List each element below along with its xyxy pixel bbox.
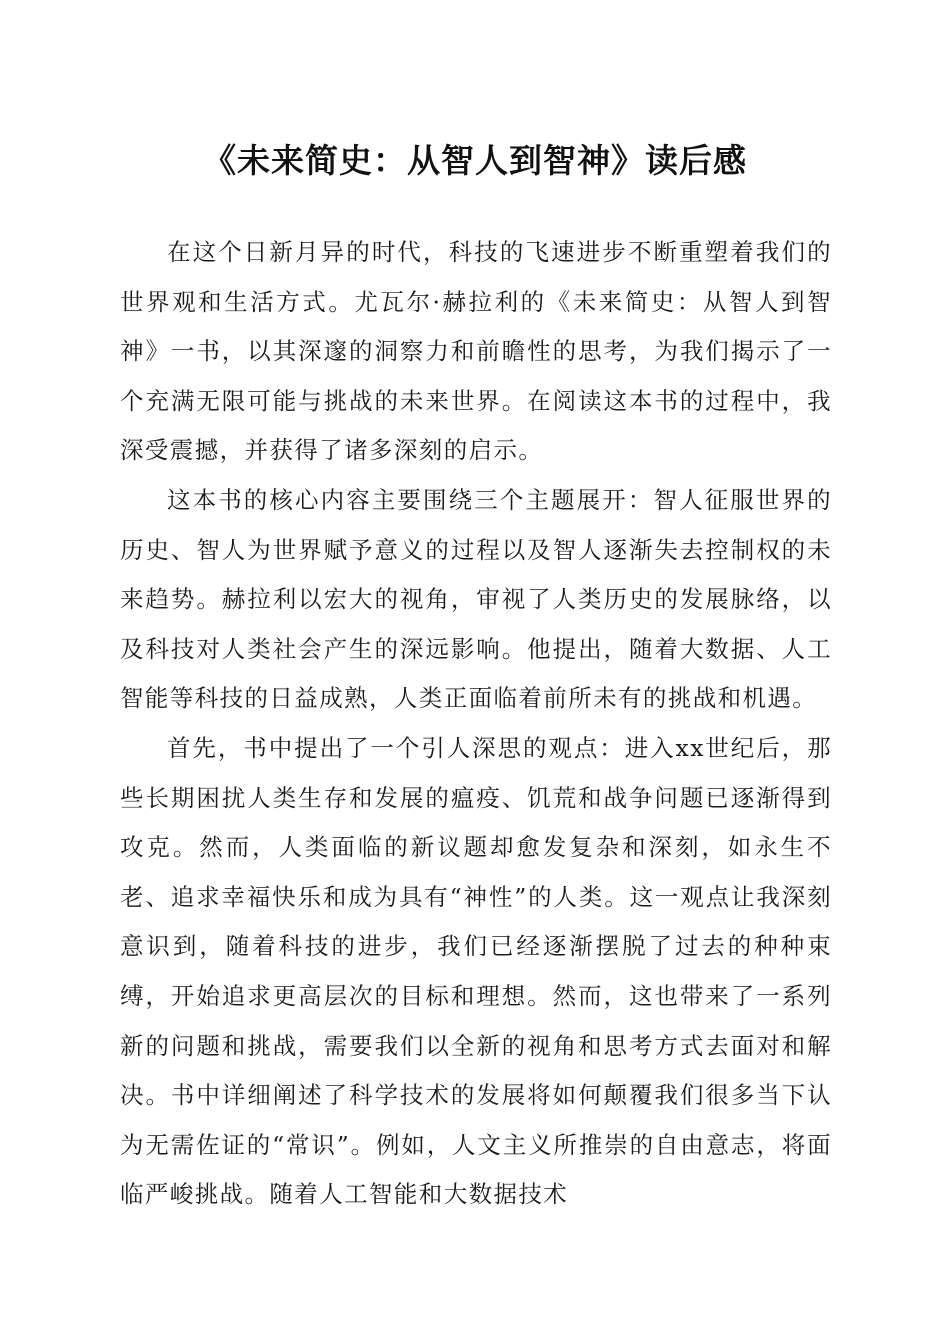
document-body bbox=[120, 228, 832, 1220]
document-title: 《未来简史：从智人到智神》读后感 bbox=[203, 141, 747, 180]
paragraph-3: 首先，书中提出了一个引人深思的观点：进入xx世纪后，那些长期困扰人类生存和发展的瘟疫、饥荒和战争问题已逐渐得到攻克。然而，人类面临的新议题却愈发复杂和深刻，如永生不老、追求幸福快乐和成为具有“神性”的人类。这一观点让我深刻意识到，随着科技的进步，我们已经逐渐摆脱了过去的种种束缚，开始追求更高层次的目标和理想。然而，这也带来了一系列新的问题和挑战，需要我们以全新的视角和思考方式去面对和解决。书中详细阐述了科学技术的发展将如何颠覆我们很多当下认为无需佐证的“常识”。例如，人文主义所推崇的自由意志，将面临严峻挑战。随着人工智能和大数据技术 bbox=[120, 733, 832, 1209]
paragraph-2: 这本书的核心内容主要围绕三个主题展开：智人征服世界的历史、智人为世界赋予意义的过程以及智人逐渐失去控制权的未来趋势。赫拉利以宏大的视角，审视了人类历史的发展脉络，以及科技对人类社会产生的深远影响。他提出，随着大数据、人工智能等科技的日益成熟，人类正面临着前所未有的挑战和机遇。 bbox=[120, 485, 832, 713]
paragraph-1: 在这个日新月异的时代，科技的飞速进步不断重塑着我们的世界观和生活方式。尤瓦尔·赫拉利的《未来简史：从智人到智神》一书，以其深邃的洞察力和前瞻性的思考，为我们揭示了一个充满无限可能与挑战的未来世界。在阅读这本书的过程中，我深受震撼，并获得了诸多深刻的启示。 bbox=[120, 238, 832, 465]
